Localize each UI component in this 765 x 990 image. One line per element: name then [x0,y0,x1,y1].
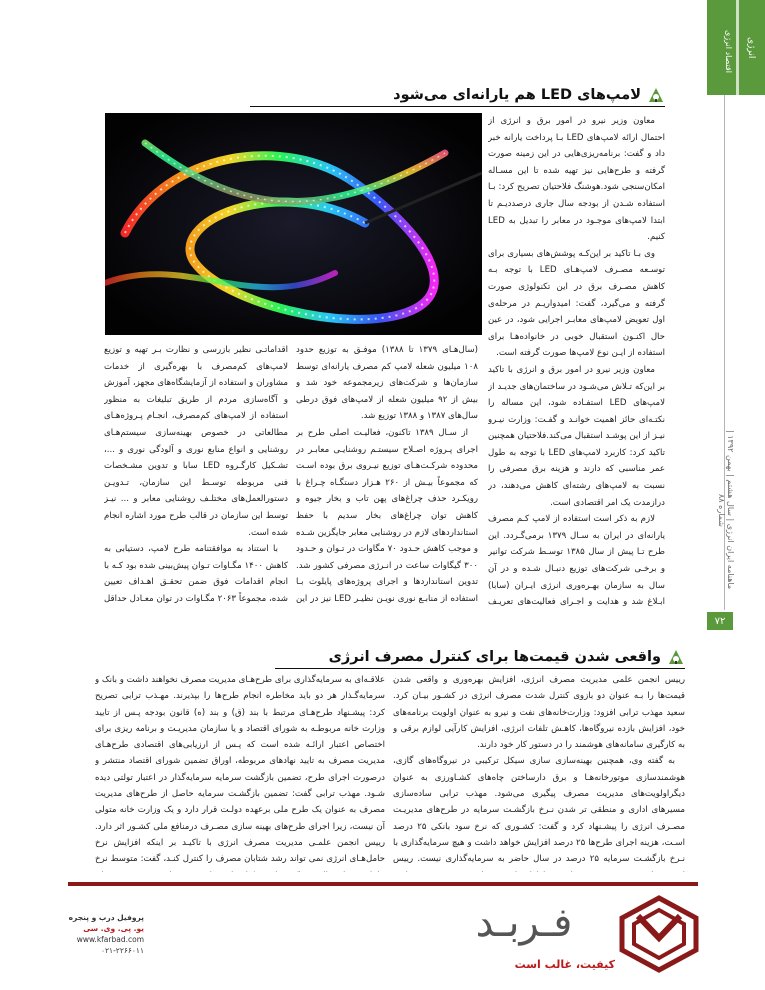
article2-title-text: واقعی شدن قیمت‌ها برای کنترل مصرف انرژی [328,649,661,665]
paragraph: لازم به ذکر است استفاده از لامپ کـم مصرف یارانه‌ای در ایران به سـال ۱۳۷۹ برمی‌گـردد. این طرح تـا پیش از سال ۱۳۸۵ توسـط شرکت توانیر و برخـی شرکت‌های توزیع دنبـال شـده و در آن سال به سازمان بهـره‌وری انرژی ایـران (سابا) ابـلاغ شد و هدایت و اجـرای فعالیت‌های تعریـف [488,514,665,608]
article2-column-left [95,672,385,872]
paragraph: با استناد به موافقتنامه طرح لامپ، دستیابی به کاهش ۱۴۰۰ مگـاوات تـوان پیش‌بینی شده بود کـه با انجام اقدامات فوق ضمن تحقـق اهـداف تعیین شده، مجموعاً ۲۰۶۳ مگـاوات در توان معـادل حداقل [104,544,288,604]
page-number: ۷۲ [707,612,733,630]
contact-website[interactable]: www.kfarbad.com [76,935,144,944]
brand-logo [440,898,608,948]
contact-phone: ۰۲۱-۲۲۶۶۰۱۱ [101,946,144,955]
paragraph: وی بـا تاکید بر این‌کـه پوشش‌های بسیاری برای توسـعه مصـرف لامپ‌هـای LED با توجه بـه کاهش مصـرف برق در این تکنولوژی صورت گرفته و می‌گیرد، گفت: امیدواریـم در مرحله‌ی اول تعویض لامپ‌های معابـر اجرایی شود، در عین حال اکنـون استقبال خوبی در خانواده‌هـا برای استفاده از ایـن نوع لامپ‌ها صورت گرفته است. [488,248,665,359]
paragraph: اقداماتـی نظیر بازرسی و نظارت بـر تهیه و توزیع لامپ‌های کم‌مصرف با بهره‌گیری از خدمات مشاوران و استفاده از آزمایشگاه‌های مجهز، آموزش و آگاه‌سازی مردم از طریق تبلیغات به منظور استفاده از لامپ‌های کم‌مصرف، انجـام پـروژه‌هـای مطالعاتی در خصوص بهینه‌سازی سیستم‌هـای روشنایی و انواع منابع نوری و آلودگی نوری و ...، تشـکیل کارگـروه LED سابا و تدوین مشـخصات فنی مربوطه توسـط این سازمان، تـدویـن دستورالعمل‌های مختلـف روشنایی معابر و ... نیـز توسط این سازمان در قالب طرح مورد اشاره انجام شده است. [104,345,288,538]
article1-column-left [104,342,288,610]
paragraph: از سـال ۱۳۸۹ تاکنون، فعالیـت اصلی طرح بر اجرای پـروژه اصـلاح سیستـم روشنایـی معابـر در محدوده شرکـت‌هـای توزیع نیـروی برق بوده اسـت که مجموعاً بیـش از ۲۶۰ هـزار دستگـاه چـراغ با رویکـرد حذف چراغ‌های پهن تاب و بخار جیوه و کاهش توان چراغ‌های بخار سدیم با حفظ استانداردهای لازم در روشنایی معابر جایگزین شـده و موجب کاهش حـدود ۷۰ مگاوات در تـوان و حـدود ۳۰۰ گیگاوات ساعت در انـرژی مصرفی کشور شد. تدوین استانداردها و اجرای پروژه‌های پایلوت بـا استفاده از منابـع نوری نویـن نظیـر LED نیز در این [296,427,478,604]
brand-name: فـربـد [475,900,573,946]
article2-title-rule [275,668,685,669]
paragraph: معاون وزیر نیرو در امور برق و انرژی از احتمال ارائه لامپ‌های LED بـا پرداخت یارانه خبر داد و گفت: برنامه‌ریزی‌هایی در این زمینه صورت گرفته و طرح‌هایی نیز تهیه شده تا این مسـاله امکان‌سنجی شود.هوشنگ فلاحتیان تصریح کرد: بـا استفاده شـدن از بودجه سال جاری درصددیـم تا ابتدا لامپ‌های موجـود در معابر را تبدیل به LED کنیم. [488,116,665,243]
article1-column-middle [296,342,478,610]
contact-line-product: پروفیل درب و پنجره [68,913,144,922]
farbad-logo-icon [618,894,700,974]
article2-column-right [393,672,685,872]
contact-line-material: یو. پی. وی. سی [83,924,144,933]
article1-title [250,84,665,106]
paragraph: رییس انجمن علمی مدیریت مصرف انرژی، افزایش بهره‌وری و واقعی شدن قیمت‌ها را بـه عنوان دو بازوی کنترل شدت مصرف انرژی در کشـور بیـان کرد. سعید مهذب ترابی افزود: وزارت‌خانه‌های نفت و نیرو به عنوان اولویت برنامه‌های خود، افزایش بازده نیروگاه‌ها، کاهـش تلفات انرژی، افزایش کارآیی لوازم برقی و به کارگیری سامانه‌های هوشمند را در دستور کار خود دارند. [393,675,685,751]
article1-column-right [488,113,665,608]
article1-title-rule [250,106,665,107]
bulb-icon [647,87,665,103]
issue-meta: ماهنامه ایران انرژی | سال هشتم | بهمن ۱۳۹۲ | شماره ۸۸ [717,430,735,590]
article1-title-text: لامپ‌های LED هم یارانه‌ای می‌شود [393,87,641,103]
paragraph: معاون وزیر نیرو در امور برق و انرژی با تاکید بر این‌که تـلاش می‌شـود در ساختمان‌های جدیـد از لامپ‌های LED استفـاده شود، این مساله را نکتـه‌ای حائز اهمیت خوانـد و گفـت: وزارت نیـرو نیـز از این پوشـد استقبال می‌کند.فلاحتیان همچنین تاکید کرد: کاربرد لامپ‌های LED با توجه به طول عمر مناسبی که دارند و هزینه برق مصرفی را نسبت به لامپ‌های رشته‌ای کاهش می‌دهند، در درازمدت یک امر اقتصادی است. [488,364,665,508]
contact-block [62,912,144,956]
paragraph: به گفته وی، همچنین بهینه‌سازی سازی سیکل ترکیبی در نیروگاه‌های گازی، هوشمندسازی موتورخانه‌هـا و برق دارساختن چاه‌های کشـاورزی به عنوان دیگراولویت‌های مدیریت مصرف پیگیری می‌شود. مهذب ترابی ساده‌سازی مسیرهای اداری و منطقی تر شدن نـرخ بازگشـت سرمایه در طرح‌های مدیریـت مصـرف انرژی را پیشـنهاد کرد و گفت: کشـوری که نرخ سود بانکی ۲۵ درصد اسـت، هزینه اجرای طرح‌ها ۲۵ درصد افزایش خواهد داشت و هیچ سرمایه‌گذاری با نـرخ بازگشـت سرمایه ۲۵ درصد در سال حاضر به سرمایه‌گذاری نیست. رییس [393,756,685,865]
paragraph: (سال‌هـای ۱۳۷۹ تا ۱۳۸۸) موفـق به توزیع حدود ۱۰۸ میلیون شعله لامپ کم مصرف یارانه‌ای توسط سازمان‌ها و شرکت‌های زیرمجموعه خود شد و بیش از ۹۲ میلیون شعله از لامپ‌های فوق درطی سال‌های ۱۳۸۷ و ۱۳۸۸ توزیع شد. [296,345,478,422]
paragraph: علاقـه‌ای به سرمایه‌گذاری برای طرح‌هـای مدیریت مصرف نخواهند داشت و بانک و سرمایه‌گـذار هر دو باید مخاطره انجام طرح‌ها را بپذیرند. مهـذب ترابی تصریح کرد: پیشـنهاد طرح‌هـای مرتبط با بند (ق) و بند (ه) قانون بودجه پـس از تایید وزارت خانه مربوطـه به شورای اقتصاد و یا سازمان مدیریـت و برنامه ریزی برای اختصاص اعتبار ارائـه شده است که پـس از ارزیابی‌های اقتصادی طرح‌هـای مدیریت مصرف به تایید نهادهای مربوطه، اوراق تضمین شورای اقتصاد منتشر و درصورت اجرای طرح، تضمین بازگشت سرمایه سرمایه‌گذار در اعتبار تولتی دیده شـود. مهذب ترابی گفت: تضمین بازگشـت سرمایه حاصل از طرح‌های مدیریت مصرف به عنوان یک طرح ملی برعهده دولـت قرار دارد و یک وزارت خانه متولی آن نیست، زیرا اجرای طرح‌های بهینه سازی مصـرف درمنافع ملی کشـور اثر دارد. رییس انجمن علمـی مدیریت مصرف انرژی با تاکیـد بر اینکه افزایش نرخ حامل‌هـای انرژی نمی تواند رشد شتابان مصرف را کنترل کنـد، گفت: متوسط نرخ [95,675,385,865]
brand-tagline: کیفیت، غالب است [514,958,615,971]
led-strip-photo [105,113,482,335]
article2-title [275,646,685,668]
footer-rule [68,882,698,886]
section-tab-sublabel: اقتصاد انرژی [724,30,733,73]
bulb-icon [667,649,685,665]
section-tab-label: انرژی [746,36,756,59]
